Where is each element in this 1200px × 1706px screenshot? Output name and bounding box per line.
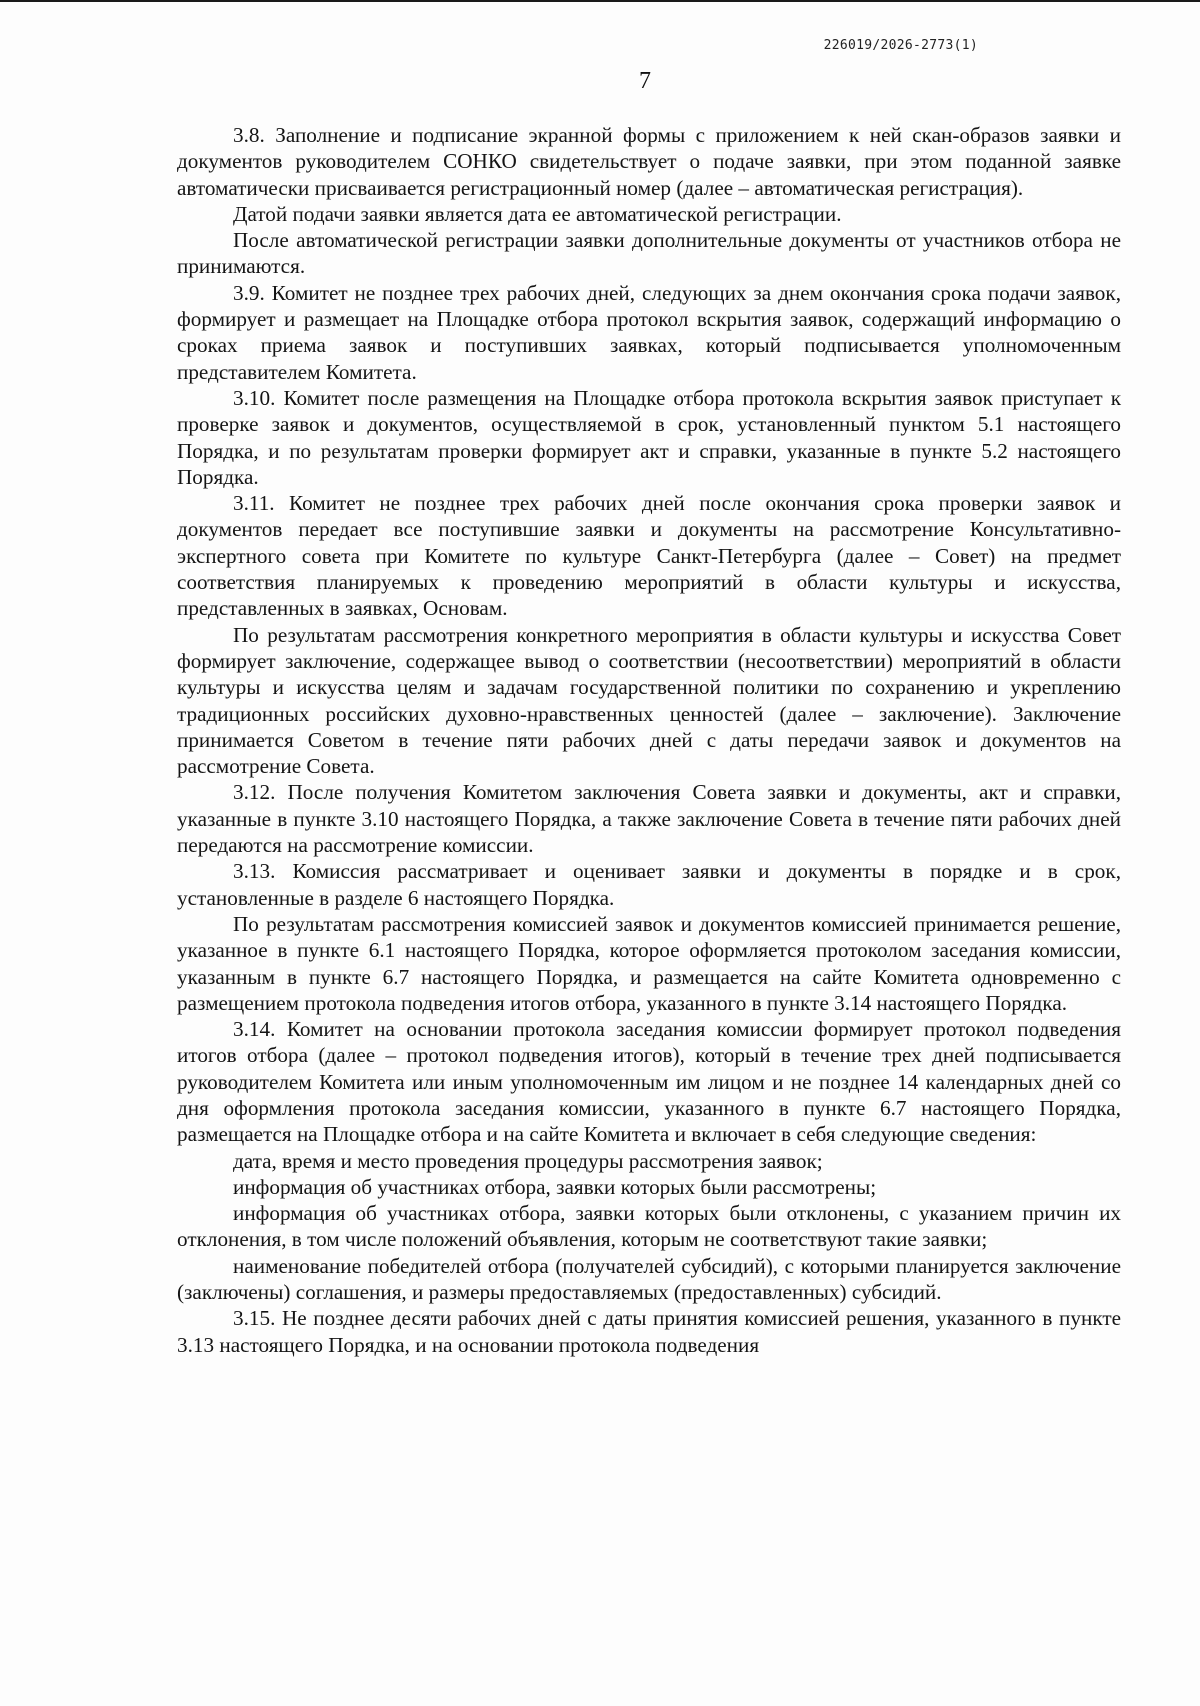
paragraph-3-12: 3.12. После получения Комитетом заключения Совета заявки и документы, акт и справки, указанные в пункте 3.10 настоящего Порядка, а также заключение Совета в течение пяти рабочих дней передаются на рассмотрение комиссии. (177, 780, 1121, 858)
list-item-winners: наименование победителей отбора (получателей субсидий), с которыми планируется заключение (заключены) соглашения, и размеры предоставляемых (предоставленных) субсидий. (177, 1253, 1121, 1305)
list-item-reviewed-participants: информация об участниках отбора, заявки которых были рассмотрены; (233, 1174, 877, 1199)
paragraph-no-additional-docs: После автоматической регистрации заявки дополнительные документы от участников отбора не принимаются. (177, 228, 1121, 279)
list-item-rejected-participants: информация об участниках отбора, заявки которых были отклонены, с указанием причин их отклонения, в том числе положений объявления, которым не соответствуют такие заявки; (177, 1201, 1121, 1252)
paragraph-commission-decision: По результатам рассмотрения комиссией заявок и документов комиссией принимается решение, указанное в пункте 6.1 настоящего Порядка, которое оформляется протоколом заседания комиссии, указанным в пункте 6.7 настоящего Порядка, и размещается на сайте Комитета одновременно с размещением протокола подведения итогов отбора, указанного в пункте 3.14 настоящего Порядка. (177, 911, 1121, 1015)
paragraph-3-10: 3.10. Комитет после размещения на Площадке отбора протокола вскрытия заявок приступает к проверке заявок и документов, осуществляемой в срок, установленный пунктом 5.1 настоящего Порядка, и по результатам проверки формирует акт и справки, указанные в пункте 5.2 настоящего Порядка. (177, 385, 1121, 489)
document-body (177, 122, 1121, 1358)
top-border-line (0, 0, 1200, 2)
page-number: 7 (639, 68, 651, 94)
paragraph-3-8: 3.8. Заполнение и подписание экранной формы с приложением к ней скан-образов заявки и документов руководителем СОНКО свидетельствует о подаче заявки, при этом поданной заявке автоматически присваивается регистрационный номер (далее – автоматическая регистрация). (177, 123, 1121, 200)
document-registration-number: 226019/2026-2773(1) (823, 38, 978, 53)
paragraph-submission-date: Датой подачи заявки является дата ее автоматической регистрации. (233, 201, 842, 226)
paragraph-3-9: 3.9. Комитет не позднее трех рабочих дней, следующих за днем окончания срока подачи заявок, формирует и размещает на Площадке отбора протокол вскрытия заявок, содержащий информацию о сроках приема заявок и поступивших заявках, который подписывается уполномоченным представителем Комитета. (177, 280, 1121, 384)
paragraph-3-14: 3.14. Комитет на основании протокола заседания комиссии формирует протокол подведения итогов отбора (далее – протокол подведения итогов), который в течение трех дней подписывается руководителем Комитета или иным уполномоченным им лицом и не позднее 14 календарных дней со дня оформления протокола заседания комиссии, указанного в пункте 6.7 настоящего Порядка, размещается на Площадке отбора и на сайте Комитета и включает в себя следующие сведения: (177, 1017, 1121, 1147)
paragraph-3-15: 3.15. Не позднее десяти рабочих дней с даты принятия комиссией решения, указанного в пункте 3.13 настоящего Порядка, и на основании протокола подведения (177, 1306, 1121, 1357)
list-item-date-time-place: дата, время и место проведения процедуры рассмотрения заявок; (233, 1148, 823, 1173)
paragraph-3-13: 3.13. Комиссия рассматривает и оценивает заявки и документы в порядке и в срок, установленные в разделе 6 настоящего Порядка. (177, 859, 1121, 910)
paragraph-council-conclusion: По результатам рассмотрения конкретного мероприятия в области культуры и искусства Совет формирует заключение, содержащее вывод о соответствии (несоответствии) мероприятий в области культуры и искусства целям и задачам государственной политики по сохранению и укреплению традиционных российских духовно-нравственных ценностей (далее – заключение). Заключение принимается Советом в течение пяти рабочих дней с даты передачи заявок и документов на рассмотрение Совета. (177, 622, 1121, 779)
paragraph-3-11: 3.11. Комитет не позднее трех рабочих дней после окончания срока проверки заявок и документов передает все поступившие заявки и документы на рассмотрение Консультативно-экспертного совета при Комитете по культуре Санкт-Петербурга (далее – Совет) на предмет соответствия планируемых к проведению мероприятий в области культуры и искусства, представленных в заявках, Основам. (177, 491, 1121, 621)
